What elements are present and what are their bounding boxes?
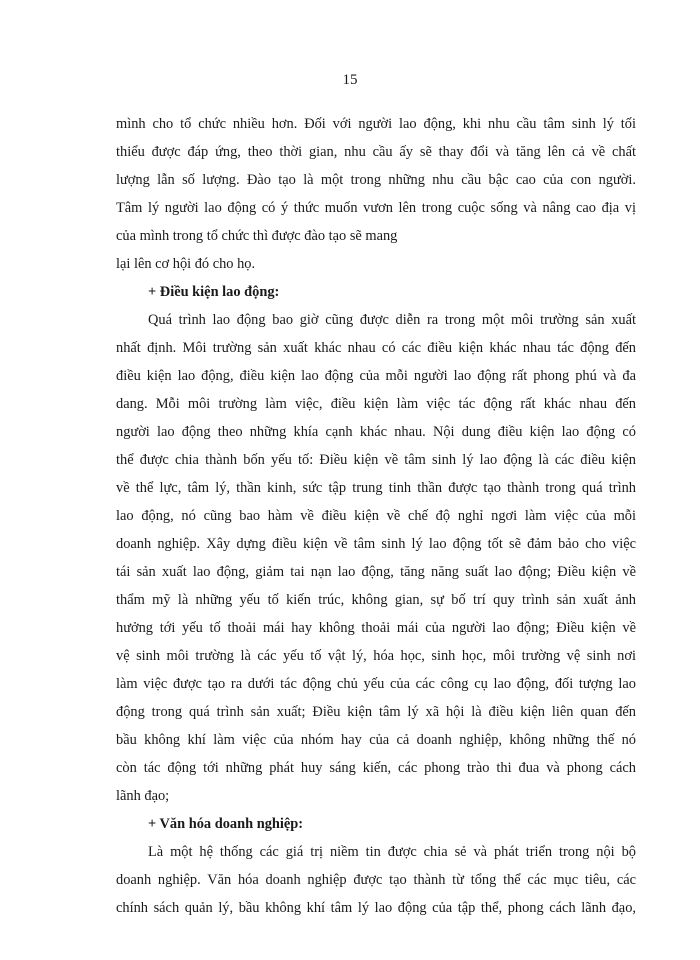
text-line: điều kiện lao động, điều kiện lao động của mỗi người lao động rất phong phú và đa [116,368,636,384]
text-line: động trong quá trình sản xuất; Điều kiện tâm lý xã hội là điều kiện liên quan đến [116,704,636,720]
text-line: chính sách quản lý, bầu không khí tâm lý lao động của tập thể, phong cách lãnh đạo, [116,900,636,916]
text-line: Tâm lý người lao động có ý thức muốn vươn lên trong cuộc sống và nâng cao địa vị [116,200,636,216]
text-line: thể được chia thành bốn yếu tố: Điều kiện về tâm sinh lý lao động là các điều kiện [116,452,636,468]
text-line: thiểu được đáp ứng, theo thời gian, nhu cầu ấy sẽ thay đổi và tăng lên cả về chất [116,144,636,160]
text-line: lãnh đạo; [116,788,170,804]
paragraph-corporate-culture [116,838,636,922]
text-line: Quá trình lao động bao giờ cũng được diễn ra trong một môi trường sản xuất [148,312,636,328]
paragraph-working-conditions [116,306,636,810]
section-heading-working-conditions: + Điều kiện lao động: [148,284,280,300]
section-heading-corporate-culture: + Văn hóa doanh nghiệp: [148,816,304,832]
text-line: người lao động theo những khía cạnh khác nhau. Nội dung điều kiện lao động có [116,424,636,440]
text-line: lại lên cơ hội đó cho họ. [116,256,256,272]
text-line: mình cho tổ chức nhiều hơn. Đối với người lao động, khi nhu cầu tâm sinh lý tối [116,116,636,132]
text-line: nhất định. Môi trường sản xuất khác nhau có các điều kiện khác nhau tác động đến [116,340,636,356]
text-line: còn tác động tới những phát huy sáng kiến, các phong trào thi đua và phong cách [116,760,636,776]
text-line: của mình trong tổ chức thì được đào tạo sẽ mang [116,228,398,244]
paragraph-intro [116,110,636,278]
text-line: bầu không khí làm việc của nhóm hay của cả doanh nghiệp, không những thế nó [116,732,636,748]
document-body [116,110,636,922]
text-line: về thể lực, tâm lý, thần kinh, sức tập trung tinh thần được tạo thành trong quá trình [116,480,636,496]
text-line: doanh nghiệp. Xây dựng điều kiện về tâm sinh lý lao động tốt sẽ đảm bảo cho việc [116,536,636,552]
page-number: 15 [342,72,358,88]
text-line: tái sản xuất lao động, giảm tai nạn lao động, tăng năng suất lao động; Điều kiện về [116,564,636,580]
text-line: thẩm mỹ là những yếu tố kiến trúc, không gian, sự bố trí quy trình sản xuất ảnh [116,592,636,608]
text-line: hưởng tới yếu tố thoải mái hay không thoải mái của người lao động; Điều kiện về [116,620,636,636]
text-line: Là một hệ thống các giá trị niềm tin được chia sẻ và phát triển trong nội bộ [148,844,636,860]
text-line: dang. Mỗi môi trường làm việc, điều kiện làm việc tác động rất khác nhau đến [116,396,636,412]
text-line: lượng lẫn số lượng. Đào tạo là một trong những nhu cầu bậc cao của con người. [116,172,636,188]
text-line: lao động, nó cũng bao hàm về điều kiện về chế độ nghỉ ngơi làm việc của mỗi [116,508,636,524]
text-line: vệ sinh môi trường là các yếu tố vật lý, hóa học, sinh học, môi trường vệ sinh nơi [116,648,636,664]
text-line: làm việc được tạo ra dưới tác động chủ yếu của các công cụ lao động, đối tượng lao [116,676,636,692]
text-line: doanh nghiệp. Văn hóa doanh nghiệp được tạo thành từ tổng thể các mục tiêu, các [116,872,636,888]
